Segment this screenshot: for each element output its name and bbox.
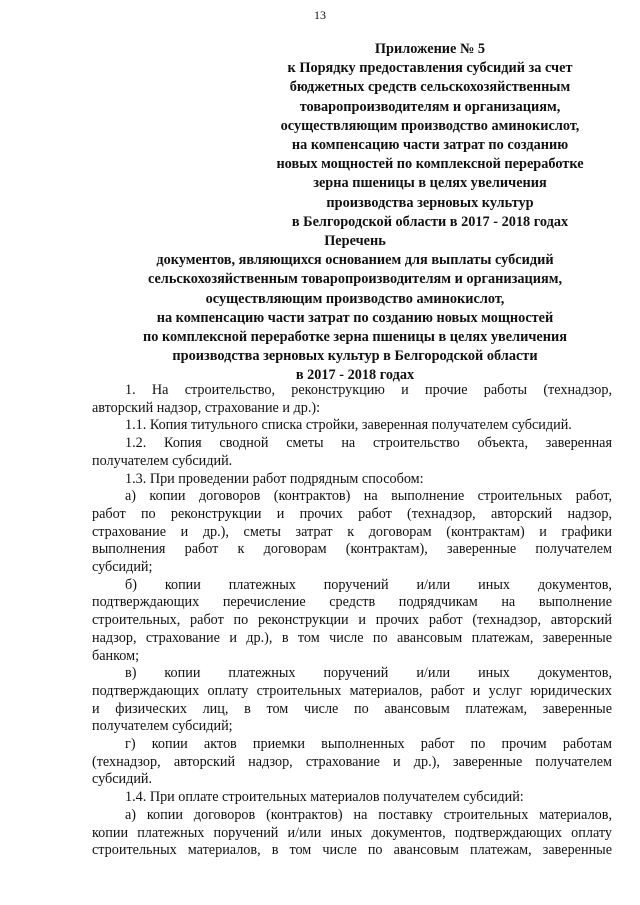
word: копии: [164, 576, 201, 593]
paragraph-line: копии платежных поручений и/или иных документов, подтверждающих оплату: [92, 824, 612, 841]
appendix-line: Приложение № 5: [374, 41, 486, 57]
word: платежных: [228, 576, 296, 593]
list-title-line: на компенсацию части затрат по созданию новых мощностей: [156, 309, 554, 326]
list-title-line: осуществляющим производство аминокислот,: [205, 290, 505, 307]
word: иных: [478, 576, 510, 593]
list-title-line: производства зерновых культур в Белгородской области: [172, 348, 538, 365]
paragraph-line: г) копии актов приемки выполненных работ по прочим работам: [125, 736, 612, 753]
appendix-line: бюджетных средств сельскохозяйственным: [289, 79, 571, 96]
appendix-line: товаропроизводителям и организациям,: [299, 98, 561, 115]
paragraph-line: а) копии договоров (контрактов) на поставку строительных материалов,: [125, 806, 612, 823]
paragraph-line: авторский надзор, страхование и др.):: [92, 399, 321, 416]
paragraph-line: подтверждающих перечисление средств подрядчикам на выполнение: [92, 594, 612, 611]
list-title-line: сельскохозяйственным товаропроизводителям и организациям,: [147, 271, 563, 288]
list-heading: Перечень: [324, 233, 386, 249]
word: и/или: [416, 576, 451, 593]
word: и/или: [416, 665, 451, 682]
paragraph-line: (технадзор, авторский надзор, страхование и др.), заверенные получателем: [92, 753, 612, 770]
paragraph-line: [92, 577, 612, 595]
appendix-header: [250, 40, 610, 232]
appendix-line: на компенсацию части затрат по созданию: [291, 137, 569, 154]
document-body: [92, 382, 612, 860]
word: платежных: [228, 665, 296, 682]
word: документов,: [537, 665, 612, 682]
paragraph-line: строительных, работ по реконструкции и прочих работ (технадзор, авторский: [92, 612, 612, 629]
word: поручений: [323, 665, 389, 682]
word: в): [125, 665, 137, 682]
paragraph-line: [92, 665, 612, 683]
paragraph-line: а) копии договоров (контрактов) на выполнение строительных работ,: [125, 488, 612, 505]
paragraph-line: 1.3. При проведении работ подрядным способом:: [125, 470, 424, 487]
word: б): [125, 576, 137, 593]
appendix-line: новых мощностей по комплексной переработке: [276, 156, 584, 173]
list-title-line: в 2017 - 2018 годах: [295, 367, 415, 384]
word: документов,: [537, 576, 612, 593]
appendix-line: зерна пшеницы в целях увеличения: [313, 175, 547, 192]
paragraph-line: банком;: [92, 647, 140, 664]
word: копии: [164, 665, 201, 682]
appendix-line: к Порядку предоставления субсидий за счет: [287, 60, 573, 77]
paragraph-line: 1.1. Копия титульного списка стройки, заверенная получателем субсидий.: [125, 417, 572, 434]
paragraph-line: надзор, страхование и др.), в том числе по авансовым платежам, заверенные: [92, 629, 612, 646]
paragraph-line: субсидий;: [92, 559, 153, 576]
appendix-line: осуществляющим производство аминокислот,: [280, 117, 580, 134]
appendix-line: в Белгородской области в 2017 - 2018 годах: [291, 213, 569, 230]
page-number: 13: [314, 8, 326, 22]
paragraph-line: строительных материалов, в том числе по авансовым платежам, заверенные: [92, 842, 612, 859]
paragraph-line: получателем субсидий.: [92, 452, 233, 469]
paragraph-line: субсидий.: [92, 771, 153, 788]
paragraph-line: 1.2. Копия сводной сметы на строительство объекта, заверенная: [125, 435, 612, 452]
word: иных: [478, 665, 510, 682]
list-title-line: документов, являющихся основанием для выплаты субсидий: [156, 252, 554, 269]
paragraph-line: 1.4. При оплате строительных материалов получателем субсидий:: [125, 789, 524, 806]
paragraph-line: выполнения работ к договорам (контрактам), заверенные получателем: [92, 541, 612, 558]
paragraph-line: 1. На строительство, реконструкцию и прочие работы (технадзор,: [125, 382, 612, 398]
paragraph-line: страхование и др.), сметы затрат к договорам (контрактам) и графики: [92, 523, 612, 540]
paragraph-line: подтверждающих оплату строительных материалов, работ и услуг юридических: [92, 682, 612, 699]
appendix-line: производства зерновых культур: [326, 194, 534, 211]
paragraph-line: и физических лиц, в том числе по авансовым платежам, заверенные: [92, 700, 612, 717]
list-title-line: по комплексной переработке зерна пшеницы в целях увеличения: [143, 329, 567, 346]
word: поручений: [323, 576, 389, 593]
paragraph-line: получателем субсидий;: [92, 718, 233, 735]
paragraph-line: работ по реконструкции и прочих работ (технадзор, авторский надзор,: [92, 505, 612, 522]
list-title: [60, 232, 640, 386]
